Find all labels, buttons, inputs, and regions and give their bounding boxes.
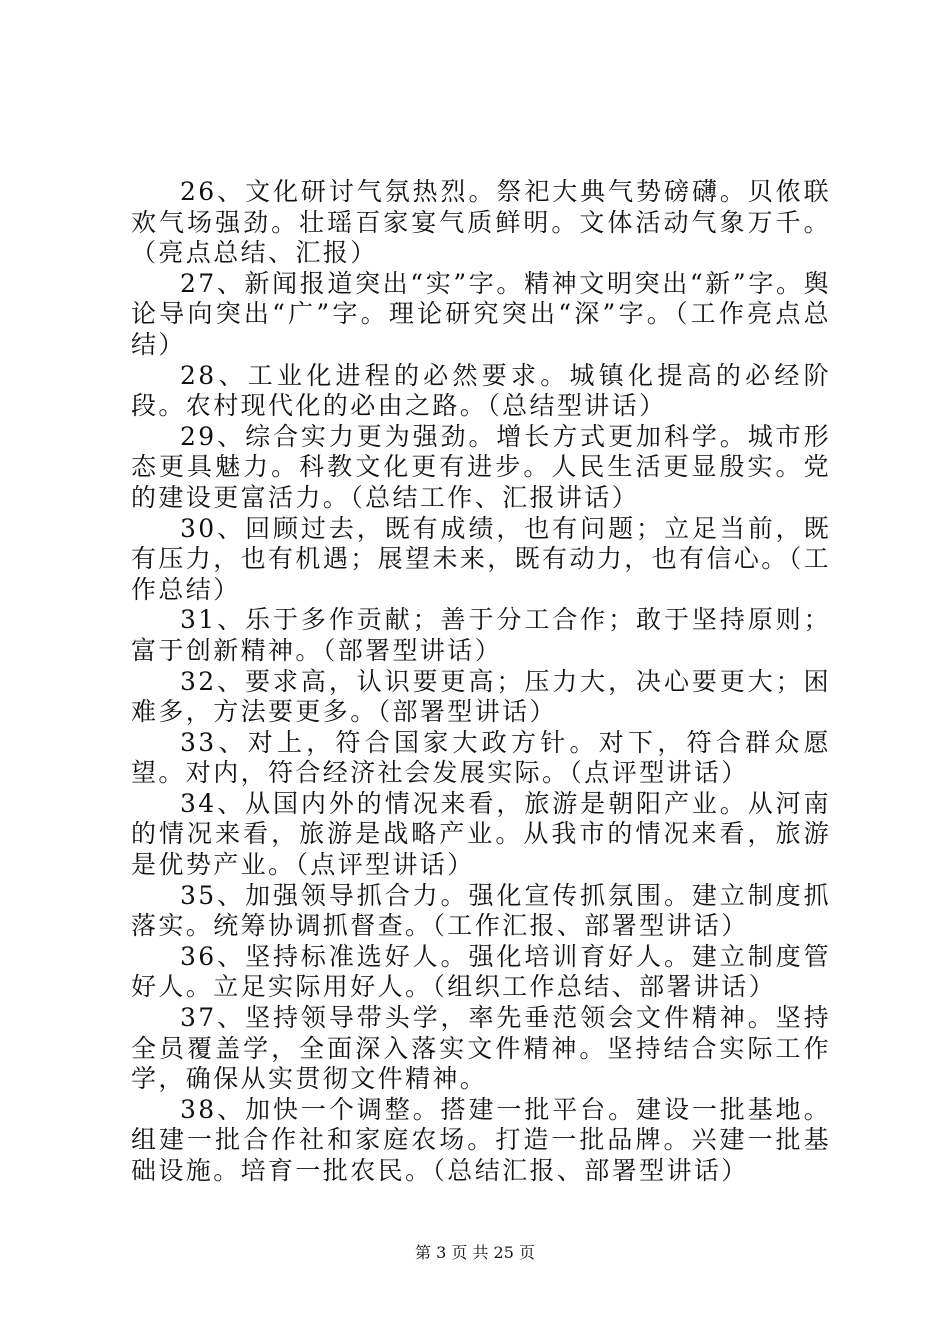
paragraph-38: 38、加快一个调整。搭建一批平台。建设一批基地。组建一批合作社和家庭农场。打造一批品牌。兴建一批基础设施。培育一批农民。（总结汇报、部署型讲话） (131, 1094, 831, 1185)
paragraph-29: 29、综合实力更为强劲。增长方式更加科学。城市形态更具魅力。科教文化更有进步。人民生活更显殷实。党的建设更富活力。（总结工作、汇报讲话） (131, 421, 831, 512)
paragraph-35: 35、加强领导抓合力。强化宣传抓氛围。建立制度抓落实。统筹协调抓督查。（工作汇报、部署型讲话） (131, 880, 831, 941)
paragraph-37: 37、坚持领导带头学，率先垂范领会文件精神。坚持全员覆盖学，全面深入落实文件精神。坚持结合实际工作学，确保从实贯彻文件精神。 (131, 1003, 831, 1094)
document-body (131, 177, 831, 1187)
paragraph-28: 28、工业化进程的必然要求。城镇化提高的必经阶段。农村现代化的必由之路。（总结型讲话） (131, 360, 831, 421)
paragraph-30: 30、回顾过去，既有成绩，也有问题；立足当前，既有压力，也有机遇；展望未来，既有动力，也有信心。（工作总结） (131, 513, 831, 604)
paragraph-27: 27、新闻报道突出“实”字。精神文明突出“新”字。舆论导向突出“广”字。理论研究突出“深”字。（工作亮点总结） (131, 268, 831, 359)
page-number-footer: 第 3 页 共 25 页 (415, 1243, 535, 1262)
paragraph-33: 33、对上，符合国家大政方针。对下，符合群众愿望。对内，符合经济社会发展实际。（点评型讲话） (131, 727, 831, 788)
paragraph-34: 34、从国内外的情况来看，旅游是朝阳产业。从河南的情况来看，旅游是战略产业。从我市的情况来看，旅游是优势产业。（点评型讲话） (131, 788, 831, 880)
paragraph-31: 31、乐于多作贡献；善于分工合作；敢于坚持原则；富于创新精神。（部署型讲话） (131, 605, 831, 665)
paragraph-26: 26、文化研讨气氛热烈。祭祀大典气势磅礴。贝侬联欢气场强劲。壮瑶百家宴气质鲜明。文体活动气象万千。（亮点总结、汇报） (131, 177, 831, 268)
paragraph-32: 32、要求高，认识要更高；压力大，决心要更大；困难多，方法要更多。（部署型讲话） (131, 666, 831, 727)
paragraph-36: 36、坚持标准选好人。强化培训育好人。建立制度管好人。立足实际用好人。（组织工作总结、部署讲话） (131, 941, 831, 1002)
